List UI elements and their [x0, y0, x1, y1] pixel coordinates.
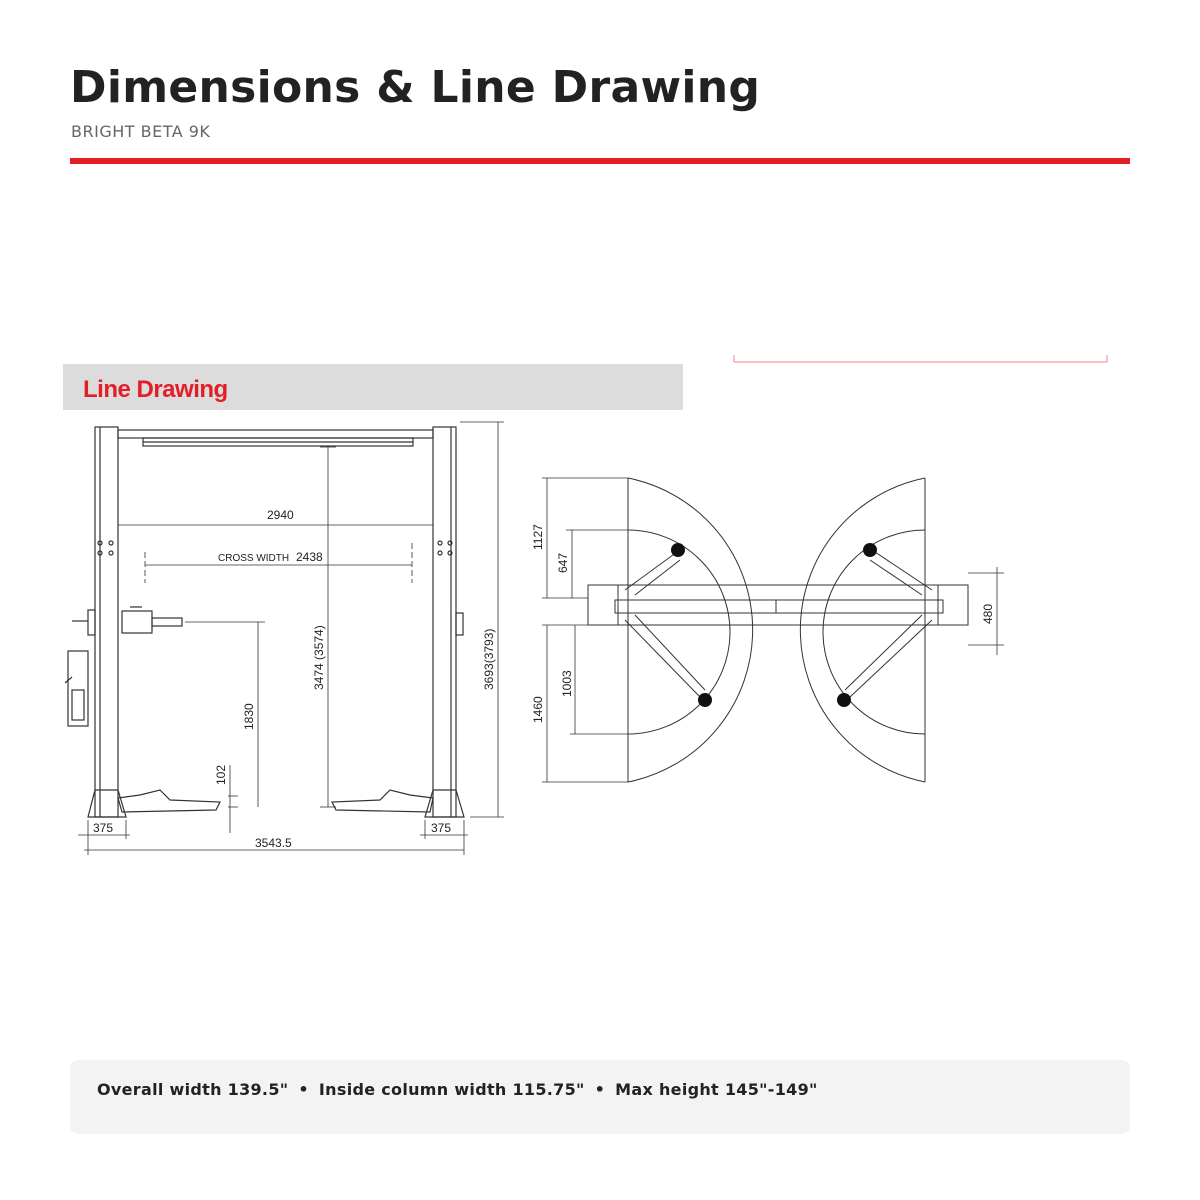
arm-pad: [698, 693, 712, 707]
spec-summary-text: [97, 1080, 818, 1099]
dim-cross-width-caption: CROSS WIDTH: [218, 553, 290, 564]
dim-column-depth-label: 480: [981, 603, 995, 624]
arm-pad: [837, 693, 851, 707]
dim-arm-reach-long-label: 1127: [531, 524, 545, 550]
dim-overall-width-label: 3543.5: [255, 836, 292, 850]
section-title: Line Drawing: [83, 376, 228, 403]
dim-lift-height-label: 3474 (3574): [312, 625, 326, 690]
dim-base-left-label: 375: [93, 821, 114, 835]
spec-separator: •: [298, 1080, 309, 1099]
red-bracket-mark: [734, 355, 1107, 362]
dim-arm-reach-short-label: 647: [556, 552, 570, 573]
dim-rear-long-label: 1460: [531, 696, 545, 723]
spec-summary-box: [70, 1060, 1130, 1134]
product-model-subtitle: BRIGHT BETA 9K: [71, 122, 211, 141]
front-view-dimension-labels: [93, 508, 496, 850]
dim-base-right-label: 375: [431, 821, 452, 835]
spec-separator: •: [594, 1080, 606, 1099]
top-view-dimension-lines: [542, 478, 1004, 782]
dim-cross-width-value: 2438: [296, 550, 323, 564]
arm-pad: [671, 543, 685, 557]
spec-inside-column-width: Inside column width 115.75": [318, 1080, 585, 1099]
spec-overall-width: Overall width 139.5": [97, 1080, 289, 1099]
dim-inner-width-label: 2940: [267, 508, 294, 522]
line-drawing-figure: [60, 345, 1140, 885]
dim-min-height-label: 102: [214, 764, 228, 785]
accent-divider: [70, 158, 1130, 164]
dim-total-height-label: 3693(3793): [482, 628, 496, 690]
page-title: Dimensions & Line Drawing: [70, 62, 761, 113]
top-view-drawing: [588, 478, 968, 782]
spec-max-height: Max height 145"-149": [615, 1080, 818, 1099]
arm-pad: [863, 543, 877, 557]
dim-rear-short-label: 1003: [560, 670, 574, 697]
dim-arm-height-label: 1830: [242, 703, 256, 730]
